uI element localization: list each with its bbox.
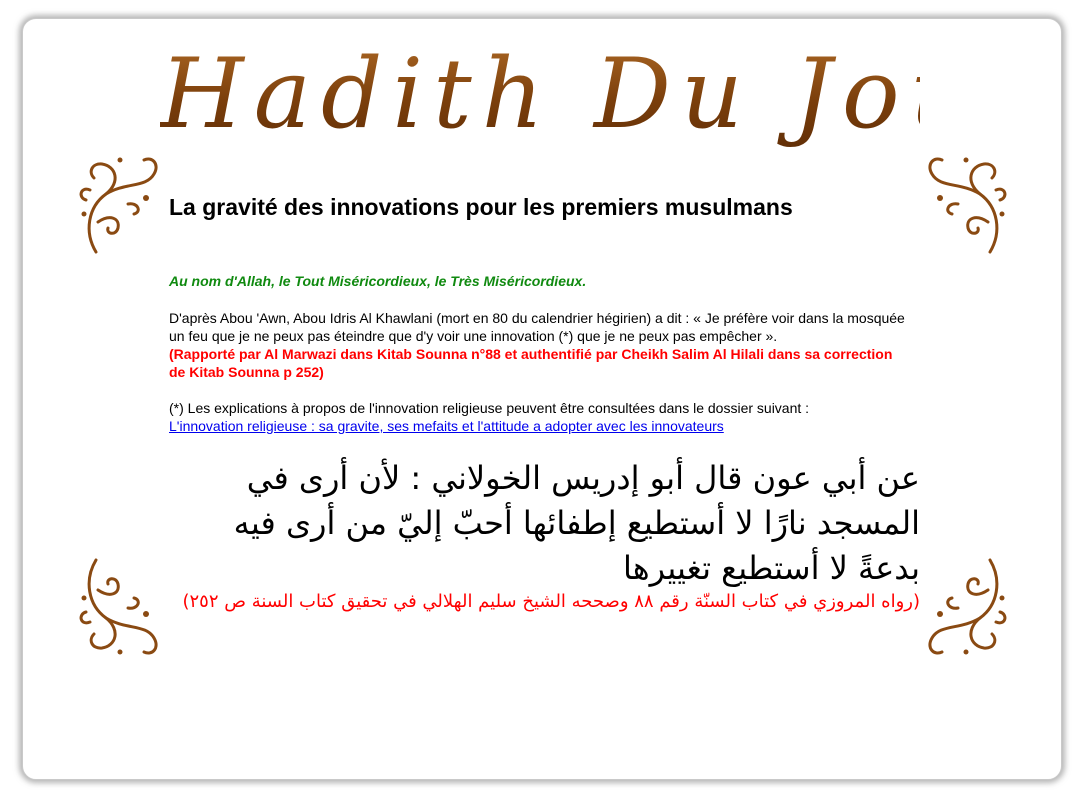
corner-ornament-icon	[76, 556, 166, 660]
hadith-source-arabic: (رواه المروزي في كتاب السنّة رقم ٨٨ وصححه الشيخ سليم الهلالي في تحقيق كتاب السنة ص ٢٥٢)	[182, 591, 920, 612]
corner-ornament-icon	[76, 152, 166, 256]
article-title: La gravité des innovations pour les premiers musulmans	[169, 194, 793, 220]
corner-ornament-icon	[920, 556, 1010, 660]
hadith-source-french: (Rapporté par Al Marwazi dans Kitab Sounna n°88 et authentifié par Cheikh Salim Al Hilali dans sa correction de Kitab Sounna p 252)	[169, 346, 893, 380]
innovation-dossier-link[interactable]: L'innovation religieuse : sa gravite, ses mefaits et l'attitude a adopter avec les innovateurs	[169, 418, 724, 434]
hadith-text-french: D'après Abou 'Awn, Abou Idris Al Khawlani (mort en 80 du calendrier hégirien) a dit : « Je préfère voir dans la mosquée un feu que je ne peux pas éteindre que d'y voir une innovation (*) que je ne peux pas empêcher ».	[169, 310, 905, 344]
corner-ornament-icon	[920, 152, 1010, 256]
header-title: Hadith Du Jour	[160, 24, 920, 164]
basmala-text: Au nom d'Allah, le Tout Miséricordieux, le Très Miséricordieux.	[169, 273, 587, 289]
innovation-note: (*) Les explications à propos de l'innovation religieuse peuvent être consultées dans le dossier suivant :	[169, 400, 810, 416]
hadith-text-arabic: عن أبي عون قال أبو إدريس الخولاني : لأن أرى في المسجد نارًا لا أستطيع إطفائها أحبّ إليّ من أرى فيه بدعةً لا أستطيع تغييرها	[233, 459, 920, 587]
